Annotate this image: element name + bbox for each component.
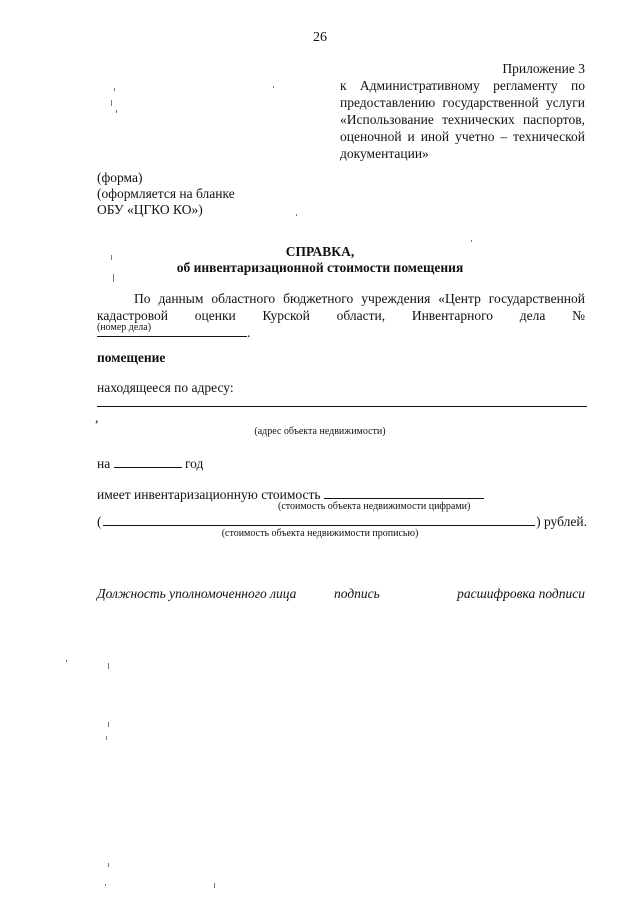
scan-artifact — [113, 274, 114, 282]
appendix-text: к Административному регламенту по предоставлению государственной услуги «Использование технических паспортов, оценочной и иной учетно – технической документации» — [340, 78, 585, 161]
form-note-line: ОБУ «ЦГКО КО») — [97, 202, 203, 217]
scan-artifact — [105, 884, 106, 886]
date-line — [97, 455, 203, 472]
scan-artifact — [111, 255, 112, 260]
scan-artifact — [66, 660, 67, 662]
scan-artifact — [108, 722, 109, 727]
page-number: 26 — [313, 30, 327, 45]
cost-words-caption: (стоимость объекта недвижимости прописью) — [221, 528, 419, 539]
case-number-caption: (номер дела) — [97, 322, 152, 333]
form-note-line: (оформляется на бланке — [97, 186, 235, 201]
scan-artifact — [114, 88, 115, 91]
cost-digits-field[interactable] — [324, 486, 484, 499]
scan-artifact — [106, 736, 107, 740]
cost-digits-caption: (стоимость объекта недвижимости цифрами) — [278, 501, 471, 512]
intro-paragraph — [97, 290, 585, 341]
signature-decode: расшифровка подписи — [457, 586, 585, 601]
address-comma: , — [95, 410, 99, 425]
date-suffix: год — [184, 456, 204, 471]
rubles-label: ) рублей. — [536, 514, 587, 529]
appendix-title: Приложение 3 — [502, 61, 585, 76]
scan-artifact — [108, 863, 109, 867]
form-note-line: (форма) — [97, 170, 143, 185]
open-paren: ( — [97, 514, 102, 529]
cost-label: имеет инвентаризационную стоимость — [97, 487, 321, 502]
scan-artifact — [273, 86, 274, 88]
scan-artifact — [214, 883, 215, 888]
intro-text: По данным областного бюджетного учреждения «Центр государственной кадастровой оценки Курской области, Инвентарного дела № — [97, 291, 585, 323]
address-field[interactable] — [97, 406, 587, 407]
appendix-block — [340, 60, 585, 162]
date-prefix: на — [97, 456, 111, 471]
year-field[interactable] — [114, 455, 182, 468]
document-title — [0, 244, 640, 276]
form-note — [97, 170, 235, 218]
document-title-line2: об инвентаризационной стоимости помещения — [176, 260, 464, 275]
scan-artifact — [471, 240, 472, 242]
cost-words-field[interactable] — [103, 512, 536, 526]
scan-artifact — [111, 100, 112, 106]
address-label: находящееся по адресу: — [97, 380, 234, 395]
intro-end: . — [247, 325, 251, 340]
scan-artifact — [296, 214, 297, 216]
document-title-line1: СПРАВКА, — [285, 244, 355, 259]
signatory-position: Должность уполномоченного лица — [97, 586, 297, 601]
scan-artifact — [108, 663, 109, 669]
scan-artifact — [116, 110, 117, 113]
signature-label: подпись — [334, 586, 380, 601]
address-caption: (адрес объекта недвижимости) — [254, 426, 386, 437]
premises-label: помещение — [97, 350, 166, 365]
